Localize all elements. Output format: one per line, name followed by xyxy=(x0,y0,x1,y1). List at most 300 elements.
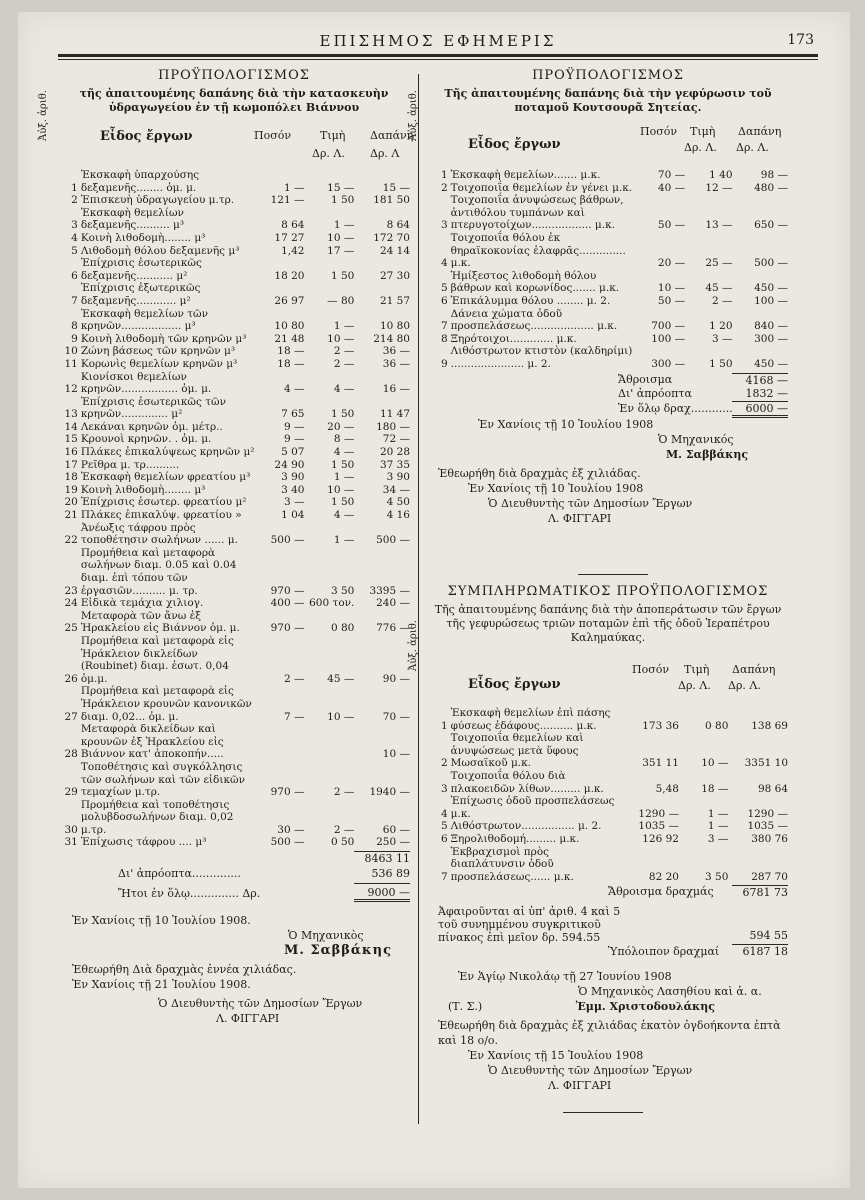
row-quantity: 700 — xyxy=(651,320,686,333)
row-description: Ἐκσκαφὴ θεμελίων φρεατίου μ³ xyxy=(80,471,251,484)
row-description: Ἡμίξεστος λιθοδομὴ θόλου βάθρων καὶ κορωνίδος....... μ.κ. xyxy=(450,269,620,295)
row-number: 4 xyxy=(71,231,78,244)
row-amount: 16 — xyxy=(382,383,410,396)
col-axon-right: Ἀὐξ. ἀριθ. xyxy=(408,90,419,141)
table-row xyxy=(58,635,410,685)
table-row xyxy=(58,522,410,547)
supp-director-label: Ὁ Διευθυντὴς τῶν Δημοσίων Ἔργων xyxy=(488,1064,693,1078)
row-description: Ἐκσκαφὴ θεμελίων δεξαμενῆς.......... μ³ xyxy=(80,206,185,232)
right-budget xyxy=(408,68,788,526)
row-quantity: 24 90 xyxy=(274,458,305,471)
row-description: Ἐκβραχισμοὶ πρὸς διαπλάτυνσιν ὁδοῦ προσπελάσεως...... μ.κ. xyxy=(450,845,574,883)
row-amount: 36 — xyxy=(382,357,410,370)
row-quantity: 26 97 xyxy=(274,294,305,307)
gazette-title: ΕΠΙΣΗΜΟΣ ΕΦΗΜΕΡΙΣ xyxy=(319,32,557,50)
row-description: Ξηρολιθοδομή......... μ.κ. xyxy=(450,832,580,845)
row-price: 2 — xyxy=(333,823,355,836)
right-approval: Ἐθεωρήθη διὰ δραχμὰς ἐξ χιλιάδας. xyxy=(438,466,641,480)
row-price: 4 — xyxy=(333,446,355,459)
table-row xyxy=(428,295,788,308)
right-total-label: Ἐν ὅλῳ δραχ............ xyxy=(618,401,733,415)
row-description: Λιθόστρωτον κτιστὸν (καλδηρίμι) ...................... μ. 2. xyxy=(450,345,633,370)
row-amount: 1290 — xyxy=(747,807,788,820)
row-quantity: 10 — xyxy=(657,282,686,295)
row-description: Ἐπίχρισις ἐσωτερικῶς τῶν κρηνῶν.............. μ² xyxy=(80,395,226,421)
row-quantity: 9 — xyxy=(283,420,305,433)
row-amount: 180 — xyxy=(376,420,410,433)
row-price: 20 — xyxy=(327,420,355,433)
col-dapani-supp: Δαπάνη xyxy=(732,663,776,676)
supp-ts: (Τ. Σ.) xyxy=(448,1000,483,1014)
col-poson-supp: Ποσόν xyxy=(632,663,670,676)
row-amount: 11 47 xyxy=(379,408,410,421)
row-number: 8 xyxy=(440,332,448,345)
row-number: 7 xyxy=(71,294,78,307)
row-amount: 3351 10 xyxy=(744,757,788,770)
supplementary-budget xyxy=(408,584,788,1093)
row-number: 1 xyxy=(440,169,448,181)
row-description: Προμήθεια καὶ τοποθέτησις μολυβδοσωλήνων διαμ. 0,02 μ.τρ. xyxy=(80,798,234,836)
right-date: Ἐν Χανίοις τῇ 10 Ἰουλίου 1908 xyxy=(478,417,654,431)
row-amount: 10 — xyxy=(382,748,410,761)
row-quantity: 2 — xyxy=(283,672,305,685)
row-number: 26 xyxy=(64,672,78,685)
row-amount: 450 — xyxy=(754,282,788,295)
left-items-table xyxy=(58,169,410,849)
row-number: 20 xyxy=(64,496,78,509)
table-row xyxy=(58,446,410,459)
table-row xyxy=(58,358,410,371)
row-description: Ἐπίχρισις ἐσωτερ. φρεατίου μ² xyxy=(80,496,247,509)
row-price: 600 τον. xyxy=(309,597,355,610)
supp-deduct-text: Ἀφαιροῦνται αἱ ὑπ' ἀριθ. 4 καὶ 5 τοῦ συνημμένου συγκριτικοῦ πίνακος ἐπὶ μεῖον δρ. 594.55 xyxy=(438,905,621,945)
supp-engineer-name: Ἐμμ. Χριστοδουλάκης xyxy=(575,1000,715,1014)
row-number: 2 xyxy=(71,194,78,207)
table-row xyxy=(58,496,410,509)
row-amount: 500 — xyxy=(754,257,788,270)
row-price: 45 — xyxy=(705,282,733,295)
row-quantity: 121 — xyxy=(270,194,305,207)
row-number: 3 xyxy=(71,219,78,232)
row-price: 1 — xyxy=(707,820,729,833)
row-quantity: 18 — xyxy=(277,345,305,358)
row-description: Προμήθεια καὶ μεταφορὰ σωλήνων διαμ. 0.05 καὶ 0.04 διαμ. ἐπὶ τόπου τῶν ἐργασιῶν.......... μ. τρ. xyxy=(80,546,237,597)
row-price: 1 50 xyxy=(709,357,733,370)
row-number: 4 xyxy=(440,807,448,820)
row-amount: 840 — xyxy=(754,320,788,333)
row-price: 12 — xyxy=(705,181,733,194)
row-number: 23 xyxy=(64,584,78,597)
row-quantity: 50 — xyxy=(657,219,686,232)
table-row xyxy=(58,799,410,837)
row-quantity: 1 04 xyxy=(281,509,305,522)
row-amount: 1035 — xyxy=(747,820,788,833)
row-price: 10 — xyxy=(701,757,729,770)
table-row xyxy=(428,795,788,820)
row-quantity: 970 — xyxy=(270,786,305,799)
row-description: Τοιχοποιΐα θεμελίων καὶ ἀνυψώσεως μετὰ ὕφους Μωσαϊκοῦ μ.κ. xyxy=(450,732,584,770)
row-description: Ἐπικάλυμμα θόλου ........ μ. 2. xyxy=(450,294,611,307)
right-sum: 4168 — xyxy=(732,373,788,387)
row-description: Μεταφορὰ δικλείδων καὶ κρουνῶν ἐξ Ἡρακλείου εἰς Βιάννον κατ' ἀποκοπήν..... xyxy=(80,723,224,761)
row-description: Μεταφορὰ τῶν ἄνω ἐξ Ἡρακλείου εἰς Βιάννον ὀμ. μ. xyxy=(80,609,240,635)
row-price: 3 50 xyxy=(330,584,355,597)
row-number: 2 xyxy=(440,181,448,194)
right-sum-label: Ἄθροισμα xyxy=(618,372,673,386)
row-description: Κοινὴ λιθοδομὴ τῶν κρηνῶν μ³ xyxy=(80,332,247,345)
row-description: Ἀνέωξις τάφρου πρὸς τοποθέτησιν σωλήνων ...... μ. xyxy=(80,521,238,547)
row-number: 25 xyxy=(64,622,78,635)
col-dapani-unit-right: Δρ. Λ. xyxy=(736,141,769,154)
page-number: 173 xyxy=(787,32,814,48)
row-quantity: 500 — xyxy=(270,836,305,849)
row-quantity: 4 — xyxy=(283,383,305,396)
table-row xyxy=(58,597,410,610)
row-amount: 214 80 xyxy=(373,332,410,345)
row-number: 12 xyxy=(64,383,78,396)
row-price xyxy=(304,723,354,761)
row-description: Ἐπισκευὴ ὑδραγωγείου μ.τρ. xyxy=(80,194,235,207)
row-amount: 3 90 xyxy=(386,471,410,484)
row-amount: 21 57 xyxy=(379,294,410,307)
supp-remainder-label: Ὑπόλοιπον δραχμαί xyxy=(608,945,720,959)
header-rule-thin xyxy=(58,59,818,60)
row-amount: 776 — xyxy=(376,622,410,635)
table-row xyxy=(428,169,788,182)
row-amount: 36 — xyxy=(382,345,410,358)
right-apropta-label: Δι' ἀπρόοπτα xyxy=(618,386,692,400)
row-quantity: 40 — xyxy=(657,181,686,194)
row-amount: 480 — xyxy=(754,181,788,194)
row-price: 1 — xyxy=(333,320,355,333)
table-row xyxy=(58,471,410,484)
left-director-label: Ὁ Διευθυντὴς τῶν Δημοσίων Ἔργων xyxy=(158,997,363,1011)
row-quantity: 500 — xyxy=(270,534,305,547)
row-quantity: 10 80 xyxy=(274,320,305,333)
row-number: 7 xyxy=(440,870,448,883)
row-price: 2 — xyxy=(333,357,355,370)
row-price: 45 — xyxy=(327,672,355,685)
row-amount: 287 70 xyxy=(751,870,788,883)
row-price: 15 — xyxy=(327,181,355,194)
row-price: 1 20 xyxy=(709,320,733,333)
row-number: 13 xyxy=(64,408,78,421)
row-description: Τοιχοποιΐα ἀνυψώσεως βάθρων, ἀντιθόλου τυμπάνων καὶ πτερυγοτοίχων.................. μ.κ. xyxy=(450,194,624,232)
row-description: Τοιχοποιΐα θόλου ἐκ θηραϊκοκονίας ἐλαφρᾶς.............. μ.κ. xyxy=(450,231,626,270)
table-row xyxy=(58,396,410,421)
table-row xyxy=(58,245,410,258)
row-number: 6 xyxy=(440,294,448,307)
row-quantity: 7 — xyxy=(283,710,305,723)
row-quantity: 300 — xyxy=(651,357,686,370)
row-quantity: 100 — xyxy=(651,332,686,345)
row-quantity: 5 07 xyxy=(281,446,305,459)
col-poson-right: Ποσόν xyxy=(640,125,678,138)
row-quantity: 3 — xyxy=(283,496,305,509)
row-quantity: 17 27 xyxy=(274,231,305,244)
row-amount: 70 — xyxy=(382,710,410,723)
row-amount: 90 — xyxy=(382,672,410,685)
col-timi-supp: Τιμὴ xyxy=(684,663,710,676)
row-price: 17 — xyxy=(327,244,355,257)
table-row xyxy=(58,685,410,723)
row-number: 9 xyxy=(440,357,448,370)
row-amount: 250 — xyxy=(376,836,410,849)
table-row xyxy=(58,421,410,434)
row-quantity: 3 90 xyxy=(281,471,305,484)
row-number: 24 xyxy=(64,597,78,610)
row-amount: 34 — xyxy=(382,483,410,496)
col-poson: Ποσόν xyxy=(254,129,292,142)
supp-title: ΣΥΜΠΛΗΡΩΜΑΤΙΚΟΣ ΠΡΟΫΠΟΛΟΓΙΣΜΟΣ xyxy=(447,584,769,599)
table-row xyxy=(58,610,410,635)
row-amount: 72 — xyxy=(382,433,410,446)
table-row xyxy=(58,761,410,799)
row-number: 5 xyxy=(440,282,448,295)
col-eidos-supp: Εἶδος ἔργων xyxy=(468,677,561,692)
supp-items-table xyxy=(428,707,788,883)
row-number: 22 xyxy=(64,534,78,547)
supp-approval-date: Ἐν Χανίοις τῇ 15 Ἰουλίου 1908 xyxy=(468,1049,644,1063)
row-amount: 3395 — xyxy=(369,584,410,597)
supp-director-name: Λ. ΦΙΓΓΑΡΙ xyxy=(548,1079,612,1093)
row-amount: 10 80 xyxy=(379,320,410,333)
right-total: 6000 — xyxy=(732,401,788,418)
row-price: 0 50 xyxy=(330,836,355,849)
row-number: 18 xyxy=(64,471,78,484)
row-amount: 380 76 xyxy=(751,832,788,845)
col-axon: Ἀὐξ. ἀριθ. xyxy=(38,90,49,141)
row-description: Ἐκσκαφὴ ὑπαρχούσης δεξαμενῆς........ ὀμ. μ. xyxy=(80,169,200,194)
row-price: 25 — xyxy=(705,257,733,270)
left-director-name: Λ. ΦΙΓΓΑΡΙ xyxy=(216,1012,280,1026)
table-row xyxy=(58,194,410,207)
supp-approval: Ἐθεωρήθη διὰ δραχμὰς ἐξ χιλιάδας ἑκατὸν ὀγδοήκοντα ἑπτὰ καὶ 18 ο/ο. xyxy=(438,1019,781,1048)
row-quantity: 3 40 xyxy=(281,483,305,496)
supp-totals xyxy=(428,883,788,969)
row-price: 1 — xyxy=(333,219,355,232)
row-description: Προμήθεια καὶ μεταφορὰ εἰς Ἡράκλειον κρουνῶν κανονικῶν διαμ. 0,02... ὀμ. μ. xyxy=(80,685,252,723)
row-number: 4 xyxy=(440,257,448,270)
table-row xyxy=(58,169,410,194)
row-description: Προμήθεια καὶ μεταφορὰ εἰς Ἡράκλειον δικλείδων (Roubinet) διαμ. ἐσωτ. 0,04 ὀμ.μ. xyxy=(80,634,234,685)
row-quantity: 30 — xyxy=(277,823,305,836)
col-dapani: Δαπάνη xyxy=(370,129,414,142)
supp-deduct: 594 55 xyxy=(749,929,788,943)
row-number: 9 xyxy=(71,332,78,345)
row-description: Εἰδικὰ τεμάχια χιλιογ. xyxy=(80,597,204,610)
col-eidos: Εἶδος ἔργων xyxy=(100,129,193,144)
row-number: 1 xyxy=(440,719,448,732)
right-engineer-label: Ὁ Μηχανικός xyxy=(658,432,734,446)
row-amount: 60 — xyxy=(382,823,410,836)
row-description: Ἐπίχωσις τάφρου .... μ³ xyxy=(80,836,207,849)
row-description: Κοινὴ λιθοδομὴ........ μ³ xyxy=(80,231,206,244)
end-rule xyxy=(563,1112,643,1113)
table-row xyxy=(58,345,410,358)
row-price: 1 — xyxy=(333,534,355,547)
row-quantity: 400 — xyxy=(270,597,305,610)
row-number: 19 xyxy=(64,483,78,496)
left-apropta-label: Δι' ἀπρόοπτα.............. xyxy=(118,867,241,881)
row-description: Ξηρότοιχοι............. μ.κ. xyxy=(450,332,577,345)
table-row xyxy=(58,308,410,333)
col-dapani-right: Δαπάνη xyxy=(738,125,782,138)
right-apropta: 1832 — xyxy=(745,386,788,400)
row-amount: 98 64 xyxy=(757,782,788,795)
left-title: ΠΡΟΫΠΟΛΟΓΙΣΜΟΣ xyxy=(158,68,310,83)
supp-engineer-label: Ὁ Μηχανικὸς Λασηθίου καὶ ἀ. α. xyxy=(578,985,762,999)
row-price: 8 — xyxy=(333,433,355,446)
row-number: 3 xyxy=(440,219,448,232)
right-totals xyxy=(428,371,788,417)
table-row xyxy=(58,484,410,497)
row-description: Λιθοδομὴ θόλου δεξαμενῆς μ³ xyxy=(80,244,240,257)
row-quantity: 1 — xyxy=(283,181,305,194)
row-quantity: 20 — xyxy=(657,257,686,270)
row-description: Κοινὴ λιθοδομὴ........ μ³ xyxy=(80,483,206,496)
table-row xyxy=(58,207,410,232)
supp-remainder: 6187 18 xyxy=(732,944,788,958)
document-page xyxy=(18,12,850,1188)
row-price: 10 — xyxy=(327,332,355,345)
row-amount: 4 50 xyxy=(386,496,410,509)
column-divider xyxy=(418,74,419,1124)
table-row xyxy=(428,732,788,770)
table-row xyxy=(428,707,788,732)
table-row xyxy=(428,345,788,370)
row-description: Πλάκες ἐπικαλύψεως κρηνῶν μ² xyxy=(80,446,255,459)
row-price: 2 — xyxy=(333,345,355,358)
row-price: 3 — xyxy=(707,832,729,845)
row-description: Ἐπίχρισις ἐξωτερικῶς δεξαμενῆς............ μ² xyxy=(80,282,201,307)
col-timi-unit-supp: Δρ. Λ. xyxy=(678,679,711,692)
row-quantity: 970 — xyxy=(270,622,305,635)
row-amount: 24 14 xyxy=(379,244,410,257)
row-price: 1 50 xyxy=(330,496,355,509)
row-description: Τοιχοποιΐα θόλου διὰ πλακοειδῶν λίθων......... μ.κ. xyxy=(450,769,604,795)
left-engineer-name: Μ. Σαββάκης xyxy=(284,943,393,959)
row-number: 27 xyxy=(64,710,78,723)
left-subtitle: τῆς ἀπαιτουμένης δαπάνης διὰ τὴν κατασκευὴν ὑδραγωγείου ἐν τῇ κωμοπόλει Βιάννου xyxy=(79,87,389,114)
row-price: 1 40 xyxy=(709,169,733,181)
left-apropta: 536 89 xyxy=(371,867,410,881)
row-price: 0 80 xyxy=(705,719,729,732)
row-price: 10 — xyxy=(327,231,355,244)
row-number: 5 xyxy=(440,820,448,833)
table-row xyxy=(58,257,410,282)
row-description: Λεκάναι κρηνῶν ὀμ. μέτρ.. xyxy=(80,420,223,433)
row-number: 15 xyxy=(64,433,78,446)
row-number: 17 xyxy=(64,458,78,471)
row-quantity: 7 65 xyxy=(281,408,305,421)
row-number: 29 xyxy=(64,786,78,799)
row-quantity: 126 92 xyxy=(642,832,679,845)
row-amount: 27 30 xyxy=(379,269,410,282)
row-quantity: 18 20 xyxy=(274,269,305,282)
row-number: 10 xyxy=(64,345,78,358)
supp-seal-row xyxy=(448,999,788,1014)
row-description: Ἐπίχρισις ἐσωτερικῶς δεξαμενῆς........... μ² xyxy=(80,257,202,282)
row-price: 2 — xyxy=(333,786,355,799)
right-engineer-name: Μ. Σαββάκης xyxy=(666,447,749,461)
row-price: 10 — xyxy=(327,483,355,496)
row-price: 4 — xyxy=(333,383,355,396)
row-price: 1 50 xyxy=(330,194,355,207)
row-amount: 100 — xyxy=(754,294,788,307)
row-amount: 8 64 xyxy=(386,219,410,232)
row-price: — 80 xyxy=(327,294,355,307)
table-row xyxy=(428,270,788,295)
col-timi-unit: Δρ. Λ. xyxy=(312,147,345,160)
row-price: 1 — xyxy=(707,807,729,820)
row-number: 21 xyxy=(64,509,78,522)
table-row xyxy=(428,846,788,884)
row-price: 4 — xyxy=(333,509,355,522)
supp-date: Ἐν Ἁγίῳ Νικολάῳ τῇ 27 Ἰουνίου 1908 xyxy=(458,970,672,984)
table-row xyxy=(58,232,410,245)
row-amount: 4 16 xyxy=(386,509,410,522)
row-description: Κρουνοὶ κρηνῶν. . ὀμ. μ. xyxy=(80,433,212,446)
table-row xyxy=(58,433,410,446)
col-dapani-unit: Δρ. Λ xyxy=(370,147,400,160)
table-row xyxy=(58,333,410,346)
row-description: Ἐκσκαφὴ θεμελίων....... μ.κ. xyxy=(450,169,601,181)
left-date: Ἐν Χανίοις τῇ 10 Ἰουλίου 1908. xyxy=(72,914,251,928)
supp-sum-label: Ἄθροισμα δραχμάς xyxy=(608,885,714,899)
row-amount: 172 70 xyxy=(373,231,410,244)
row-quantity: 351 11 xyxy=(642,757,679,770)
right-title: ΠΡΟΫΠΟΛΟΓΙΣΜΟΣ xyxy=(532,68,684,83)
table-row xyxy=(428,833,788,846)
row-quantity: 82 20 xyxy=(648,870,679,883)
col-eidos-right: Εἶδος ἔργων xyxy=(468,137,561,152)
table-row xyxy=(428,194,788,232)
page-header xyxy=(58,32,818,54)
supp-sum: 6781 73 xyxy=(732,885,788,899)
row-number: 7 xyxy=(440,320,448,333)
table-row xyxy=(428,308,788,333)
col-timi-right: Τιμὴ xyxy=(690,125,716,138)
left-budget xyxy=(38,68,414,1026)
row-quantity: 173 36 xyxy=(642,719,679,732)
supp-subtitle: Τῆς ἀπαιτουμένης δαπάνης διὰ τὴν ἀποπεράτωσιν τῶν ἔργων τῆς γεφυρώσεως τριῶν ποταμῶν ἐπὶ τῆς ὁδοῦ Ἱεραπέτρου Καλημαύκας. xyxy=(434,603,782,644)
row-description: Λιθόστρωτον................ μ. 2. xyxy=(450,820,602,833)
left-approval: Ἐθεωρήθη Διὰ δραχμὰς ἐννέα χιλιάδας. xyxy=(72,963,297,977)
row-amount: 138 69 xyxy=(751,719,788,732)
left-engineer-label: Ὁ Μηχανικὸς xyxy=(288,929,364,943)
row-description: Κιονίσκοι θεμελίων κρηνῶν................. ὀμ. μ. xyxy=(80,370,212,396)
table-row xyxy=(428,770,788,795)
table-row xyxy=(58,371,410,396)
left-total-label: Ἤτοι ἐν ὅλῳ.............. Δρ. xyxy=(118,887,261,901)
row-number: 5 xyxy=(71,244,78,257)
left-subtotal: 8463 11 xyxy=(354,851,410,865)
row-description: Δάνεια χώματα ὁδοῦ προσπελάσεως................... μ.κ. xyxy=(450,307,618,333)
row-amount: 98 — xyxy=(760,169,788,181)
row-quantity: 1290 — xyxy=(638,807,679,820)
col-timi-unit-right: Δρ. Λ. xyxy=(684,141,717,154)
row-price: 1 50 xyxy=(330,269,355,282)
row-description: Πλάκες ἐπικαλύψ. φρεατίου » xyxy=(80,509,242,522)
row-quantity: 1035 — xyxy=(638,820,679,833)
row-description: Τοποθέτησις καὶ συγκόλλησις τῶν σωλήνων καὶ τῶν εἰδικῶν τεμαχίων μ.τρ. xyxy=(80,760,245,799)
row-price: 2 — xyxy=(712,294,733,307)
row-number: 28 xyxy=(64,748,78,761)
right-approval-date: Ἐν Χανίοις τῇ 10 Ἰουλίου 1908 xyxy=(468,481,644,495)
row-quantity: 21 48 xyxy=(274,332,305,345)
row-price: 18 — xyxy=(701,782,729,795)
